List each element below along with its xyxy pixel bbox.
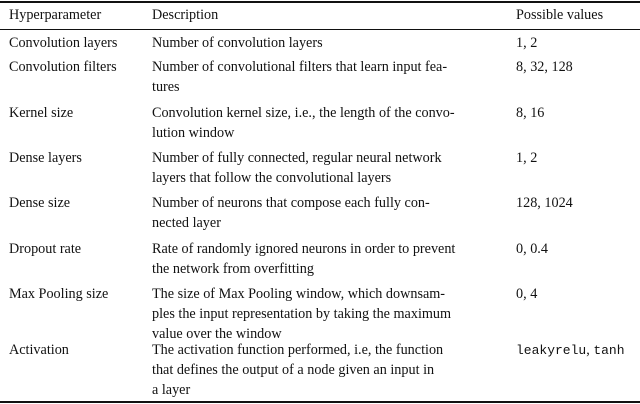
description — [152, 193, 500, 233]
possible-values — [516, 340, 625, 361]
bottom-rule — [0, 401, 640, 403]
hyperparameter-name: Convolution layers — [9, 35, 118, 51]
possible-values: 128, 1024 — [516, 195, 573, 211]
description — [152, 103, 500, 143]
description — [152, 340, 500, 400]
description-line: Number of convolution layers — [152, 35, 323, 51]
description-line: The size of Max Pooling window, which downsam- — [152, 286, 446, 302]
hyperparameter-name: Max Pooling size — [9, 286, 109, 302]
hyperparameter-name: Activation — [9, 342, 69, 358]
description-line: value over the window — [152, 326, 282, 342]
description-line: ples the input representation by taking the maximum — [152, 306, 452, 322]
possible-values: 0, 0.4 — [516, 241, 548, 257]
description — [152, 148, 500, 188]
description-line: Rate of randomly ignored neurons in order to prevent — [152, 241, 456, 257]
description-line: layers that follow the convolutional layers — [152, 170, 392, 186]
header-possible-values: Possible values — [516, 7, 604, 23]
description-line: Number of fully connected, regular neural network — [152, 150, 442, 166]
top-rule — [0, 1, 640, 3]
description-line: Convolution kernel size, i.e., the length of the convo- — [152, 105, 455, 121]
possible-values: 8, 16 — [516, 105, 545, 121]
hyperparameter-name: Dropout rate — [9, 241, 82, 257]
description-line: Number of convolutional filters that learn input fea- — [152, 59, 448, 75]
description — [152, 284, 500, 344]
description — [152, 57, 500, 97]
description — [152, 33, 500, 53]
possible-values: 8, 32, 128 — [516, 59, 573, 75]
description-line: a layer — [152, 382, 191, 398]
possible-values: 1, 2 — [516, 150, 538, 166]
hyperparameter-name: Convolution filters — [9, 59, 117, 75]
hyperparameter-name: Dense layers — [9, 150, 82, 166]
value-leakyrelu: leakyrelu — [516, 343, 587, 358]
value-separator: , — [586, 342, 594, 358]
description — [152, 239, 500, 279]
description-line: tures — [152, 79, 180, 95]
description-line: lution window — [152, 125, 235, 141]
description-line: nected layer — [152, 215, 221, 231]
possible-values: 1, 2 — [516, 35, 538, 51]
value-tanh: tanh — [593, 343, 625, 358]
description-line: Number of neurons that compose each fully con- — [152, 195, 430, 211]
hyperparameter-name: Dense size — [9, 195, 71, 211]
header-hyperparameter: Hyperparameter — [9, 7, 102, 23]
description-line: The activation function performed, i.e, the function — [152, 342, 444, 358]
description-line: that defines the output of a node given an input in — [152, 362, 435, 378]
hyperparameter-name: Kernel size — [9, 105, 74, 121]
description-line: the network from overfitting — [152, 261, 314, 277]
header-rule — [0, 29, 640, 30]
possible-values: 0, 4 — [516, 286, 538, 302]
header-description: Description — [152, 7, 219, 23]
